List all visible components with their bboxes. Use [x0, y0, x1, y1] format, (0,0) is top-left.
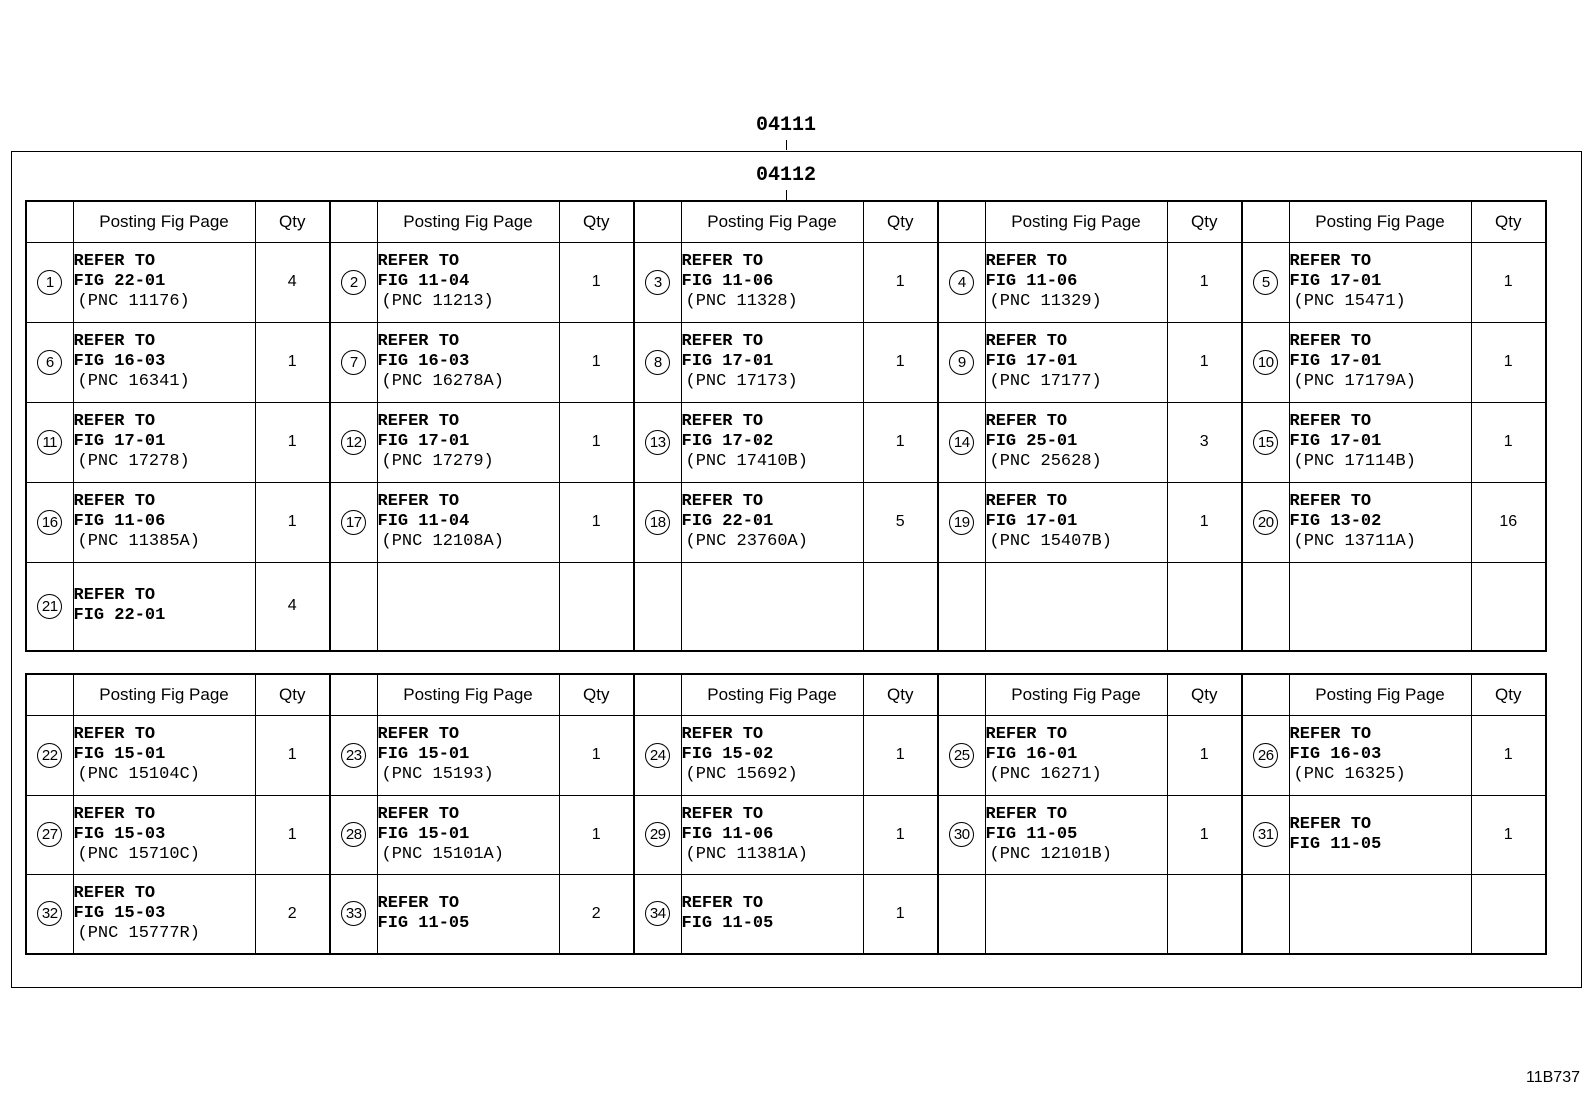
pnc-reference: (PNC 15104C) — [77, 765, 200, 784]
item-number-cell — [1242, 795, 1289, 874]
table-row — [26, 795, 1546, 874]
qty-cell: 2 — [255, 874, 330, 954]
figure-reference: FIG 13-02 — [1289, 512, 1382, 531]
posting-reference-cell — [985, 242, 1167, 322]
refer-to-text: REFER TO — [1289, 725, 1372, 744]
figure-reference: FIG 17-01 — [73, 432, 166, 451]
header-blank-cell — [634, 201, 681, 242]
item-number-cell — [330, 402, 377, 482]
header-blank-cell — [1242, 674, 1289, 715]
header-row — [26, 674, 1546, 715]
figure-reference: FIG 17-01 — [681, 352, 774, 371]
figure-reference: FIG 16-03 — [1289, 745, 1382, 764]
posting-reference-cell — [985, 715, 1167, 795]
item-number-cell — [330, 562, 377, 651]
qty-cell: 1 — [1471, 322, 1546, 402]
item-number-callout: 14 — [949, 430, 974, 455]
item-number-cell — [634, 242, 681, 322]
posting-fig-page-header: Posting Fig Page — [377, 674, 559, 715]
qty-cell: 1 — [1167, 482, 1242, 562]
item-number-cell — [26, 715, 73, 795]
item-number-callout: 26 — [1253, 743, 1278, 768]
posting-reference-cell — [73, 242, 255, 322]
table-row — [26, 715, 1546, 795]
pnc-reference: (PNC 12108A) — [381, 532, 504, 551]
figure-reference: FIG 17-01 — [1289, 272, 1382, 291]
pnc-reference: (PNC 11329) — [989, 292, 1102, 311]
pnc-reference: (PNC 23760A) — [685, 532, 808, 551]
refer-to-text: REFER TO — [377, 804, 460, 824]
item-number-callout: 33 — [341, 901, 366, 926]
header-blank-cell — [938, 201, 985, 242]
figure-reference: FIG 15-03 — [73, 824, 166, 844]
item-number-callout: 23 — [341, 743, 366, 768]
item-number-cell — [26, 795, 73, 874]
qty-cell: 1 — [863, 242, 938, 322]
refer-to-text: REFER TO — [1289, 492, 1372, 511]
header-blank-cell — [26, 674, 73, 715]
qty-cell: 16 — [1471, 482, 1546, 562]
table-row — [26, 402, 1546, 482]
figure-reference: FIG 15-01 — [377, 824, 470, 844]
item-number-cell — [330, 242, 377, 322]
refer-to-text: REFER TO — [377, 725, 460, 744]
refer-to-text: REFER TO — [377, 332, 460, 351]
pnc-reference: (PNC 12101B) — [989, 844, 1112, 864]
qty-header: Qty — [863, 201, 938, 242]
refer-to-text: REFER TO — [985, 252, 1068, 271]
item-number-cell — [938, 795, 985, 874]
figure-reference: FIG 11-06 — [681, 272, 774, 291]
posting-reference-cell — [73, 874, 255, 954]
item-number-cell — [634, 795, 681, 874]
pnc-reference: (PNC 15471) — [1293, 292, 1406, 311]
qty-header: Qty — [559, 201, 634, 242]
item-number-callout: 27 — [37, 822, 62, 847]
item-number-callout: 29 — [645, 822, 670, 847]
header-blank-cell — [1242, 201, 1289, 242]
refer-to-text: REFER TO — [681, 492, 764, 511]
figure-reference: FIG 22-01 — [73, 272, 166, 291]
posting-reference-cell — [73, 562, 255, 651]
posting-fig-page-header: Posting Fig Page — [681, 674, 863, 715]
figure-reference: FIG 22-01 — [681, 512, 774, 531]
posting-reference-cell — [681, 715, 863, 795]
pnc-reference: (PNC 15193) — [381, 765, 494, 784]
qty-cell: 1 — [863, 322, 938, 402]
figure-reference: FIG 16-03 — [377, 352, 470, 371]
qty-cell: 1 — [559, 402, 634, 482]
qty-cell: 1 — [863, 795, 938, 874]
qty-header: Qty — [1471, 674, 1546, 715]
item-number-callout: 24 — [645, 743, 670, 768]
posting-reference-cell — [73, 322, 255, 402]
item-number-cell — [938, 874, 985, 954]
figure-reference: FIG 15-01 — [73, 745, 166, 764]
item-number-callout: 8 — [645, 350, 670, 375]
refer-to-text: REFER TO — [73, 804, 156, 824]
item-number-callout: 32 — [37, 901, 62, 926]
table-row — [26, 242, 1546, 322]
posting-reference-cell — [985, 874, 1167, 954]
assembly-leader-line — [786, 140, 787, 150]
posting-reference-cell — [985, 795, 1167, 874]
item-number-callout: 11 — [37, 430, 62, 455]
pnc-reference: (PNC 17173) — [685, 372, 798, 391]
refer-to-text: REFER TO — [377, 492, 460, 511]
item-number-cell — [330, 482, 377, 562]
item-number-cell — [26, 322, 73, 402]
posting-reference-cell — [377, 562, 559, 651]
pnc-reference: (PNC 13711A) — [1293, 532, 1416, 551]
refer-to-text: REFER TO — [73, 412, 156, 431]
item-number-callout: 4 — [949, 270, 974, 295]
pnc-reference: (PNC 15101A) — [381, 844, 504, 864]
header-blank-cell — [330, 674, 377, 715]
item-number-callout: 9 — [949, 350, 974, 375]
item-number-cell — [26, 482, 73, 562]
item-number-callout: 17 — [341, 510, 366, 535]
table-row — [26, 562, 1546, 651]
qty-header: Qty — [559, 674, 634, 715]
illustration-code: 11B737 — [1526, 1069, 1580, 1086]
pnc-reference: (PNC 16278A) — [381, 372, 504, 391]
pnc-reference: (PNC 17410B) — [685, 452, 808, 471]
reference-table-2 — [25, 673, 1547, 955]
item-number-cell — [938, 562, 985, 651]
qty-cell: 1 — [1167, 242, 1242, 322]
item-number-callout: 20 — [1253, 510, 1278, 535]
header-blank-cell — [330, 201, 377, 242]
item-number-cell — [26, 402, 73, 482]
qty-header: Qty — [863, 674, 938, 715]
qty-cell: 1 — [255, 482, 330, 562]
pnc-reference: (PNC 15710C) — [77, 844, 200, 864]
figure-reference: FIG 17-01 — [985, 352, 1078, 371]
header-row — [26, 201, 1546, 242]
posting-reference-cell — [681, 402, 863, 482]
item-number-callout: 16 — [37, 510, 62, 535]
item-number-callout: 5 — [1253, 270, 1278, 295]
item-number-cell — [330, 715, 377, 795]
figure-reference: FIG 16-03 — [73, 352, 166, 371]
refer-to-text: REFER TO — [1289, 252, 1372, 271]
qty-header: Qty — [255, 201, 330, 242]
item-number-cell — [330, 322, 377, 402]
figure-reference: FIG 11-06 — [681, 824, 774, 844]
qty-cell: 4 — [255, 562, 330, 651]
item-number-callout: 19 — [949, 510, 974, 535]
figure-reference: FIG 15-03 — [73, 903, 166, 923]
item-number-callout: 15 — [1253, 430, 1278, 455]
qty-cell: 1 — [255, 795, 330, 874]
figure-reference: FIG 11-06 — [73, 512, 166, 531]
qty-cell: 5 — [863, 482, 938, 562]
posting-reference-cell — [1289, 242, 1471, 322]
table-row — [26, 482, 1546, 562]
posting-reference-cell — [377, 715, 559, 795]
qty-cell: 1 — [255, 322, 330, 402]
posting-reference-cell — [377, 874, 559, 954]
figure-reference: FIG 16-01 — [985, 745, 1078, 764]
qty-cell — [559, 562, 634, 651]
item-number-callout: 6 — [37, 350, 62, 375]
item-number-cell — [26, 242, 73, 322]
posting-reference-cell — [1289, 874, 1471, 954]
refer-to-text: REFER TO — [377, 252, 460, 271]
posting-reference-cell — [377, 482, 559, 562]
figure-reference: FIG 22-01 — [73, 606, 166, 626]
item-number-callout: 34 — [645, 901, 670, 926]
figure-reference: FIG 17-02 — [681, 432, 774, 451]
item-number-cell — [26, 874, 73, 954]
qty-cell: 2 — [559, 874, 634, 954]
qty-header: Qty — [1167, 201, 1242, 242]
refer-to-text: REFER TO — [73, 586, 156, 606]
item-number-callout: 25 — [949, 743, 974, 768]
posting-reference-cell — [681, 874, 863, 954]
item-number-callout: 7 — [341, 350, 366, 375]
item-number-cell — [634, 482, 681, 562]
table-row — [26, 874, 1546, 954]
item-number-cell — [1242, 562, 1289, 651]
item-number-cell — [938, 715, 985, 795]
assembly-number: 04111 — [755, 114, 816, 137]
item-number-callout: 28 — [341, 822, 366, 847]
qty-cell: 1 — [559, 322, 634, 402]
item-number-cell — [938, 402, 985, 482]
refer-to-text: REFER TO — [681, 412, 764, 431]
qty-cell: 1 — [1167, 715, 1242, 795]
item-number-cell — [330, 874, 377, 954]
pnc-reference: (PNC 11213) — [381, 292, 494, 311]
refer-to-text: REFER TO — [377, 412, 460, 431]
qty-cell: 1 — [1471, 795, 1546, 874]
posting-reference-cell — [73, 715, 255, 795]
figure-reference: FIG 15-01 — [377, 745, 470, 764]
pnc-reference: (PNC 17179A) — [1293, 372, 1416, 391]
item-number-cell — [1242, 874, 1289, 954]
item-number-cell — [634, 402, 681, 482]
pnc-reference: (PNC 11385A) — [77, 532, 200, 551]
refer-to-text: REFER TO — [985, 332, 1068, 351]
posting-fig-page-header: Posting Fig Page — [1289, 674, 1471, 715]
posting-reference-cell — [73, 402, 255, 482]
qty-cell: 1 — [1471, 242, 1546, 322]
figure-reference: FIG 11-04 — [377, 272, 470, 291]
qty-header: Qty — [1167, 674, 1242, 715]
figure-reference: FIG 11-05 — [681, 913, 774, 933]
item-number-cell — [1242, 322, 1289, 402]
qty-cell: 1 — [255, 715, 330, 795]
figure-reference: FIG 11-06 — [985, 272, 1078, 291]
item-number-callout: 12 — [341, 430, 366, 455]
qty-cell — [1167, 562, 1242, 651]
refer-to-text: REFER TO — [681, 332, 764, 351]
posting-reference-cell — [1289, 795, 1471, 874]
item-number-cell — [938, 322, 985, 402]
posting-reference-cell — [985, 482, 1167, 562]
figure-reference: FIG 17-01 — [377, 432, 470, 451]
pnc-reference: (PNC 17279) — [381, 452, 494, 471]
qty-cell: 1 — [863, 874, 938, 954]
posting-reference-cell — [681, 242, 863, 322]
figure-reference: FIG 11-05 — [377, 913, 470, 933]
figure-reference: FIG 15-02 — [681, 745, 774, 764]
item-number-callout: 30 — [949, 822, 974, 847]
pnc-reference: (PNC 15407B) — [989, 532, 1112, 551]
sub-assembly-leader-line — [786, 190, 787, 200]
posting-reference-cell — [73, 795, 255, 874]
item-number-cell — [1242, 402, 1289, 482]
item-number-callout: 31 — [1253, 822, 1278, 847]
header-blank-cell — [634, 674, 681, 715]
pnc-reference: (PNC 25628) — [989, 452, 1102, 471]
posting-reference-cell — [1289, 715, 1471, 795]
refer-to-text: REFER TO — [985, 412, 1068, 431]
pnc-reference: (PNC 17177) — [989, 372, 1102, 391]
figure-reference: FIG 17-01 — [985, 512, 1078, 531]
item-number-callout: 2 — [341, 270, 366, 295]
figure-reference: FIG 17-01 — [1289, 432, 1382, 451]
posting-fig-page-header: Posting Fig Page — [73, 674, 255, 715]
posting-reference-cell — [681, 482, 863, 562]
pnc-reference: (PNC 15777R) — [77, 923, 200, 943]
figure-reference: FIG 11-05 — [1289, 834, 1382, 854]
posting-reference-cell — [985, 322, 1167, 402]
item-number-callout: 13 — [645, 430, 670, 455]
qty-cell — [1167, 874, 1242, 954]
posting-reference-cell — [377, 795, 559, 874]
sub-assembly-number: 04112 — [755, 164, 816, 187]
posting-fig-page-header: Posting Fig Page — [73, 201, 255, 242]
pnc-reference: (PNC 11381A) — [685, 844, 808, 864]
posting-fig-page-header: Posting Fig Page — [681, 201, 863, 242]
posting-reference-cell — [681, 562, 863, 651]
item-number-cell — [938, 482, 985, 562]
item-number-cell — [1242, 715, 1289, 795]
qty-cell: 1 — [1167, 322, 1242, 402]
header-blank-cell — [938, 674, 985, 715]
item-number-callout: 21 — [37, 594, 62, 619]
qty-cell: 1 — [1471, 402, 1546, 482]
pnc-reference: (PNC 16341) — [77, 372, 190, 391]
refer-to-text: REFER TO — [73, 252, 156, 271]
qty-cell: 1 — [559, 482, 634, 562]
posting-fig-page-header: Posting Fig Page — [1289, 201, 1471, 242]
refer-to-text: REFER TO — [681, 252, 764, 271]
qty-cell: 1 — [559, 795, 634, 874]
table-row — [26, 322, 1546, 402]
item-number-cell — [938, 242, 985, 322]
item-number-cell — [1242, 482, 1289, 562]
item-number-callout: 18 — [645, 510, 670, 535]
posting-reference-cell — [985, 402, 1167, 482]
qty-cell — [1471, 562, 1546, 651]
refer-to-text: REFER TO — [1289, 412, 1372, 431]
refer-to-text: REFER TO — [73, 332, 156, 351]
posting-fig-page-header: Posting Fig Page — [985, 201, 1167, 242]
item-number-cell — [634, 874, 681, 954]
refer-to-text: REFER TO — [985, 725, 1068, 744]
item-number-callout: 1 — [37, 270, 62, 295]
posting-fig-page-header: Posting Fig Page — [985, 674, 1167, 715]
refer-to-text: REFER TO — [1289, 332, 1372, 351]
pnc-reference: (PNC 11176) — [77, 292, 190, 311]
figure-reference: FIG 17-01 — [1289, 352, 1382, 371]
posting-reference-cell — [377, 402, 559, 482]
posting-reference-cell — [1289, 402, 1471, 482]
posting-reference-cell — [1289, 482, 1471, 562]
posting-reference-cell — [1289, 562, 1471, 651]
item-number-cell — [26, 562, 73, 651]
header-blank-cell — [26, 201, 73, 242]
qty-cell: 1 — [863, 715, 938, 795]
figure-reference: FIG 11-04 — [377, 512, 470, 531]
item-number-cell — [330, 795, 377, 874]
figure-reference: FIG 11-05 — [985, 824, 1078, 844]
item-number-callout: 10 — [1253, 350, 1278, 375]
item-number-cell — [1242, 242, 1289, 322]
posting-reference-cell — [1289, 322, 1471, 402]
qty-header: Qty — [1471, 201, 1546, 242]
pnc-reference: (PNC 15692) — [685, 765, 798, 784]
item-number-callout: 3 — [645, 270, 670, 295]
qty-cell: 1 — [559, 715, 634, 795]
qty-cell: 4 — [255, 242, 330, 322]
qty-cell: 1 — [559, 242, 634, 322]
qty-cell: 3 — [1167, 402, 1242, 482]
qty-cell — [863, 562, 938, 651]
posting-reference-cell — [681, 322, 863, 402]
qty-cell: 1 — [863, 402, 938, 482]
qty-cell — [1471, 874, 1546, 954]
item-number-callout: 22 — [37, 743, 62, 768]
posting-reference-cell — [377, 242, 559, 322]
refer-to-text: REFER TO — [985, 492, 1068, 511]
refer-to-text: REFER TO — [73, 725, 156, 744]
refer-to-text: REFER TO — [681, 804, 764, 824]
refer-to-text: REFER TO — [681, 893, 764, 913]
pnc-reference: (PNC 16325) — [1293, 765, 1406, 784]
pnc-reference: (PNC 16271) — [989, 765, 1102, 784]
refer-to-text: REFER TO — [681, 725, 764, 744]
refer-to-text: REFER TO — [985, 804, 1068, 824]
pnc-reference: (PNC 11328) — [685, 292, 798, 311]
qty-cell: 1 — [255, 402, 330, 482]
item-number-cell — [634, 322, 681, 402]
pnc-reference: (PNC 17114B) — [1293, 452, 1416, 471]
figure-reference: FIG 25-01 — [985, 432, 1078, 451]
posting-reference-cell — [73, 482, 255, 562]
qty-cell: 1 — [1471, 715, 1546, 795]
posting-reference-cell — [377, 322, 559, 402]
posting-reference-cell — [985, 562, 1167, 651]
qty-cell: 1 — [1167, 795, 1242, 874]
refer-to-text: REFER TO — [73, 883, 156, 903]
reference-table-1 — [25, 200, 1547, 652]
posting-fig-page-header: Posting Fig Page — [377, 201, 559, 242]
pnc-reference: (PNC 17278) — [77, 452, 190, 471]
refer-to-text: REFER TO — [377, 893, 460, 913]
refer-to-text: REFER TO — [73, 492, 156, 511]
item-number-cell — [634, 715, 681, 795]
qty-header: Qty — [255, 674, 330, 715]
refer-to-text: REFER TO — [1289, 814, 1372, 834]
posting-reference-cell — [681, 795, 863, 874]
item-number-cell — [634, 562, 681, 651]
